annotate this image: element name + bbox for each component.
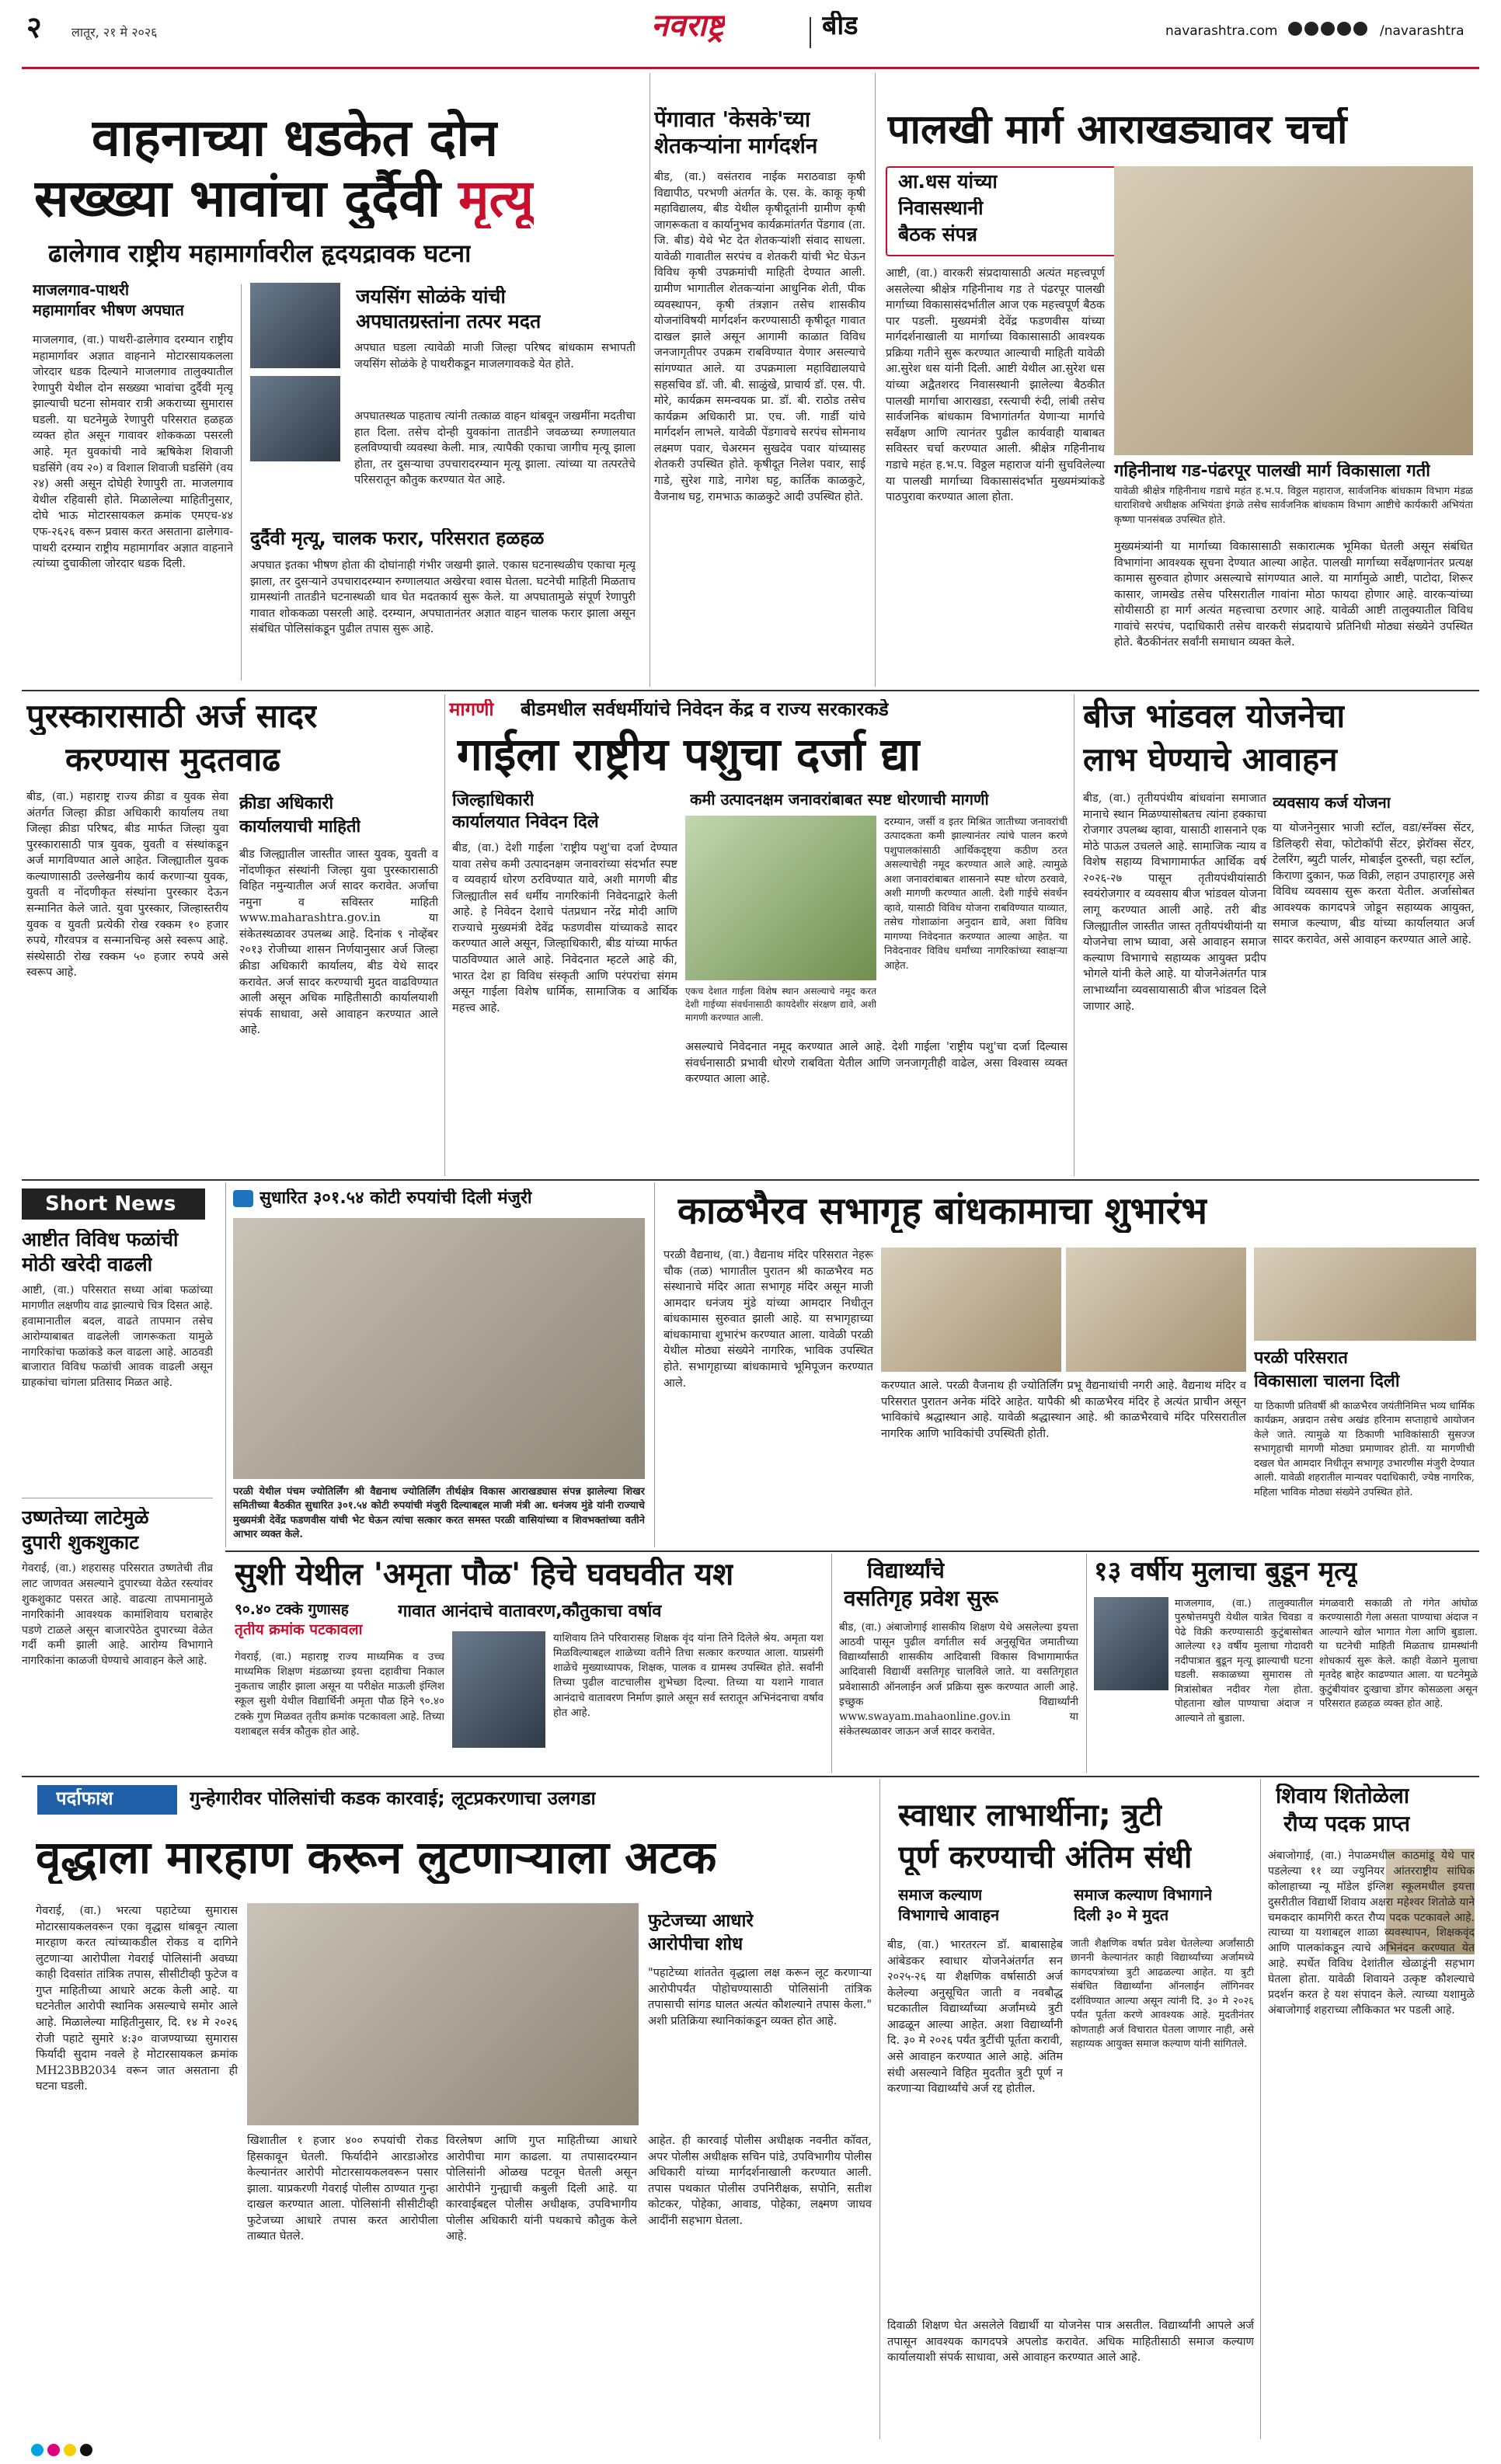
camera-icon	[233, 1190, 253, 1207]
column-rule	[1260, 1779, 1261, 2439]
story-body: गेवराई, (वा.) महाराष्ट्र राज्य माध्यमिक व उच्च माध्यमिक शिक्षण मंडळाच्या इयत्ता दहावीचा निकाल नुकताच जाहीर झाला असून या परीक्षेत माऊली इंग्लिश स्कूल सुशी येथील विद्यार्थिनी अमृता पौळ हिने ९०.४० टक्के गुण मिळवत तृतीय क्रमांक पटकावला आहे. तिच्या यशाबद्दल सर्वत्र कौतुक होत आहे.	[235, 1651, 444, 1738]
event-photo-1	[881, 1248, 1061, 1372]
tag: पर्दाफाश	[56, 1788, 113, 1809]
story-body: बीड, (वा.) अंबाजोगाई शासकीय शिक्षण येथे असलेल्या इयत्ता आठवी पासून पुढील वर्गातील सर्व अनुसूचित जमातीच्या विद्यार्थ्यांसाठी शासकीय आदिवासी विकास विभागामार्फत आदिवासी विद्यार्थी वसतिगृह चालविले जाते. या वसतिगृहात प्रवेशासाठी ऑनलाईन अर्ज प्रक्रिया सुरू करण्यात आली आहे. इच्छुक विद्यार्थ्यांनी www.swayam.mahaonline.gov.in या संकेतस्थळावर जाऊन अर्ज सादर करावेत.	[839, 1621, 1078, 1738]
photo-caption: यावेळी श्रीक्षेत्र गहिनीनाथ गडाचे महंत ह.भ.प. विठ्ठल महाराज, सार्वजनिक बांधकाम विभाग मंडळ धाराशिवचे अधीक्षक अभियंता इंगळे तसेच सार्वजनिक बांधकाम विभाग आष्टीचे कार्यकारी अभियंता कृष्णा पानसंबळ उपस्थित होते.	[1114, 485, 1473, 526]
story-body-2: जाती शैक्षणिक वर्षात प्रवेश घेतलेल्या अर्जांसाठी छाननी केल्यानंतर काही विद्यार्थ्यांच्या अर्जामध्ये कागदपत्रांच्या त्रुटी आढळल्या आहेत. या त्रुटी संबंधित विद्यार्थ्यांना ऑनलाईन लॉगिनवर दर्शविण्यात आल्या असून त्यांनी दि. ३० मे २०२६ पर्यंत पूर्तता करणे आवश्यक आहे. मुदतीनंतर कोणताही अर्ज विचारात घेतला जाणार नाही, असे सहाय्यक आयुक्त समाज कल्याण यांनी सांगितले.	[1071, 1938, 1254, 2051]
headline-line2	[34, 169, 534, 228]
meeting-photo	[1114, 166, 1473, 455]
masthead-logo[interactable]: नवराष्ट्र	[651, 8, 725, 44]
column-rule	[225, 1182, 226, 1547]
facebook-icon[interactable]	[1288, 22, 1302, 36]
sub-right: गावात आनंदाचे वातावरण,कौतुकाचा वर्षाव	[398, 1602, 662, 1621]
story-body-3: असल्याचे निवेदनात नमूद करण्यात आले आहे. देशी गाईला 'राष्ट्रीय पशु'चा दर्जा दिल्यास संवर्धनासाठी प्रभावी धोरणे राबविता येतील आणि जनजागृतीही वाढेल, असा विश्वास व्यक्त करण्यात आला आहे.	[685, 1041, 1067, 1086]
linkedin-icon[interactable]	[1353, 22, 1367, 36]
cow-photo	[685, 816, 876, 980]
section-rule	[225, 1550, 1479, 1552]
story-swadhar	[884, 1779, 1257, 2439]
story-amruta	[230, 1554, 828, 1773]
victim-photo-1	[250, 283, 340, 368]
sub-left-line2: विभागाचे आवाहन	[898, 1906, 1000, 1924]
website[interactable]: navarashtra.com	[1165, 23, 1278, 39]
item1-body: आष्टी, (वा.) परिसरात सध्या आंबा फळांच्या मागणीत लक्षणीय वाढ झाल्याचे चित्र दिसत आहे. हवामानातील बदल, वाढते तापमान तसेच आरोग्याबाबत वाढलेली जागरूकता यामुळे नागरिकांचा फळांकडे कल वाढला आहे. आठवडी बाजारात विविध फळांची आवक वाढली असून ग्राहकांचा चांगला प्रतिसाद मिळत आहे.	[22, 1284, 213, 1390]
story-body: बीड, (वा.) देशी गाईला 'राष्ट्रीय पशु'चा दर्जा देण्यात यावा तसेच कमी उत्पादनक्षम जनावरांच्या संदर्भात स्पष्ट व व्यवहार्य धोरण ठरविण्यात यावे, अशी मागणी बीड जिल्ह्यातील सर्व धर्मीय नागरिकांनी निवेदनाद्वारे केली आहे. हे निवेदन देशाचे पंतप्रधान नरेंद्र मोदी आणि राज्याचे मुख्यमंत्री देवेंद्र फडणवीस यांच्याकडे सादर करण्यात आले असून, जिल्हाधिकारी, बीड यांच्या मार्फत पाठविण्यात आले आहे. निवेदनात म्हटले आहे की, भारत देश हा विविध संस्कृती आणि परंपरांचा संगम असून गाईला विशेष धार्मिक, सामाजिक व आर्थिक महत्त्व आहे.	[452, 842, 677, 1014]
kicker: बीडमधील सर्वधर्मीयांचे निवेदन केंद्र व राज्य सरकारकडे	[521, 699, 889, 720]
headline-line1: पेंगावात 'केसके'च्या	[654, 107, 811, 132]
yellow-dot	[64, 2444, 76, 2456]
arrest-photo	[247, 1903, 639, 2125]
headline-line1: वाहनाच्या धडकेत दोन	[92, 109, 499, 168]
story-body: माजलगाव, (वा.) तालुक्यातील पुरुषोत्तमपुरी येथील यात्रेत चिवडा व पेढे विक्री करण्यासाठी कुटुंबासोबत आलेल्या १३ वर्षीय मुलाचा गोदावरी नदीपात्रात बुडून मृत्यू झाल्याची घटना घडली. सकाळच्या सुमारास तो मित्रांसोबत नदीवर गेला होता. पोहताना खोल पाण्याचा अंदाज न आल्याने तो बुडाला.	[1175, 1598, 1313, 1724]
page-number: २	[26, 11, 42, 44]
headline-line2: वसतिगृह प्रवेश सुरू	[844, 1586, 999, 1611]
headline-highlight: मृत्यू	[458, 169, 534, 228]
story-drowning	[1091, 1554, 1479, 1773]
box: व्यवसाय कर्ज योजना	[1273, 794, 1391, 812]
story-robbery	[22, 1779, 876, 2439]
event-photo-3	[1254, 1248, 1476, 1341]
magenta-dot	[47, 2444, 60, 2456]
kicker-line1: माजलगाव-पाथरी	[33, 281, 130, 299]
story-body-2: करण्यात आले. परळी वैजनाथ ही ज्योतिर्लिंग प्रभू वैद्यनाथांची नगरी आहे. वैद्यनाथ मंदिर व परिसरात पुरातन अनेक मंदिरे आहेत. यापैकी श्री काळभैरव मंदिर हे अत्यंत प्राचीन असून भाविकांचे श्रद्धास्थान आहे. यावेळी श्रद्धास्थान आहे. श्री काळभैरवाचे मंदिर परिसरातील नागरिक आणि भाविकांची उपस्थिती होती.	[881, 1380, 1246, 1440]
headline: वृद्धाला मारहाण करून लुटणाऱ्याला अटक	[36, 1832, 717, 1884]
event-photo-2	[1066, 1248, 1246, 1372]
instagram-icon[interactable]	[1321, 22, 1335, 36]
masthead-rule	[22, 67, 1479, 69]
headline-line1: बीज भांडवल योजनेचा	[1083, 698, 1346, 735]
story-body-3: दिवाळी शिक्षण घेत असलेले विद्यार्थी या योजनेस पात्र असतील. विद्यार्थ्यांनी आपले अर्ज तपासून आवश्यक कागदपत्रे अपलोड करावेत. अधिक माहितीसाठी समाज कल्याण कार्यालयाशी संपर्क साधावा, असे आवाहन करण्यात आले आहे.	[887, 2320, 1254, 2365]
box-line1: जिल्हाधिकारी	[452, 791, 535, 810]
headline-line2: पूर्ण करण्याची अंतिम संधी	[898, 1839, 1193, 1875]
sub-left-line1: समाज कल्याण	[898, 1886, 983, 1904]
sub-title: दुर्दैवी मृत्यू, चालक फरार, परिसरात हळहळ	[250, 528, 545, 549]
headline-line1: स्वाधार लाभार्थीना; त्रुटी	[898, 1798, 1163, 1833]
photo-caption: परळी येथील पंचम ज्योतिर्लिंग श्री वैद्यनाथ ज्योतिर्लिंग तीर्थक्षेत्र विकास आराखड्यास संपन्न झालेल्या शिखर समितीच्या बैठकीत सुधारित ३०१.५४ कोटी रुपयांची मंजुरी दिल्याबद्दल माजी मंत्री आ. धनंजय मुंडे यांनी राज्याचे मुख्यमंत्री देवेंद्र फडणवीस यांची भेट घेऊन त्यांचा सत्कार करत समस्त परळी वासियांच्या व शिवभक्तांच्या वतीने आभार व्यक्त केले.	[233, 1486, 645, 1541]
photo-caption: एकच देशात गाईला विशेष स्थान असल्याचे नमूद करत देशी गाईच्या संवर्धनासाठी कायदेशीर संरक्षण द्यावे, अशी मागणी करण्यात आली.	[685, 986, 876, 1024]
headline-line2-text: सख्ख्या भावांचा दुर्दैवी	[34, 169, 441, 228]
headline: गाईला राष्ट्रीय पशुचा दर्जा द्या	[457, 729, 921, 781]
page-date: लातूर, २१ मे २०२६	[71, 25, 158, 40]
box-line1: क्रीडा अधिकारी	[239, 794, 334, 813]
headline-line2: रौप्य पदक प्राप्त	[1283, 1811, 1410, 1836]
story-body: बीड, (वा.) भारतरत्न डॉ. बाबासाहेब आंबेडकर स्वाधार योजनेअंतर्गत सन २०२५-२६ या शैक्षणिक वर्षासाठी अर्ज केलेल्या अनुसूचित जाती व नवबौद्ध घटकातील विद्यार्थ्यांच्या अर्जांमध्ये त्रुटी आढळून आल्या आहेत. अशा विद्यार्थ्यांनी दि. ३० मे २०२६ पर्यंत त्रुटींची पूर्तता करावी, असे आवाहन करण्यात आले आहे. अंतिम संधी असल्याने विहित मुदतीत त्रुटी पूर्ण न करणाऱ्या विद्यार्थ्यांचे अर्ज रद्द होतील.	[887, 1939, 1063, 2096]
felicitation-photo	[233, 1218, 645, 1479]
right-title-line1: परळी परिसरात	[1254, 1349, 1348, 1368]
headline: सुशी येथील 'अमृता पौळ' हिचे घवघवीत यश	[235, 1557, 734, 1592]
headline-line1: शिवाय शितोळेला	[1276, 1784, 1410, 1808]
cyan-dot	[31, 2444, 44, 2456]
social-icons[interactable]	[1288, 22, 1375, 39]
story-body-4: आहेत. ही कारवाई पोलीस अधीक्षक नवनीत कॉवत, अपर पोलीस अधीक्षक सचिन पांडे, उपविभागीय पोलीस अधिकारी यांच्या मार्गदर्शनाखाली करण्यात आली. तपास पथकात पोलीस उपनिरीक्षक, सपोनि, सतीश कोटकर, पोहेका, आवाड, पोहेका, लक्ष्मण जाधव आदींनी सहभाग घेतला.	[648, 2135, 872, 2227]
social-handle[interactable]: /navarashtra	[1380, 23, 1464, 39]
x-icon[interactable]	[1304, 22, 1318, 36]
box-line2: कार्यालयात निवेदन दिले	[452, 813, 599, 832]
sub-right: कमी उत्पादनक्षम जनावरांबाबत स्पष्ट धोरणाची मागणी	[690, 791, 989, 809]
box-line3: बैठक संपन्न	[898, 224, 978, 245]
right-title-line2: विकासाला चालना दिली	[1254, 1372, 1400, 1391]
column-rule	[831, 1554, 832, 1773]
headline-line2: लाभ घेण्याचे आवाहन	[1083, 741, 1338, 778]
story-approval	[230, 1182, 650, 1547]
sub-right-line1: समाज कल्याण विभागाने	[1074, 1886, 1213, 1904]
story-hostel	[836, 1554, 1083, 1773]
headline: सुधारित ३०१.५४ कोटी रुपयांची दिली मंजुरी	[259, 1188, 532, 1208]
section-rule	[22, 1776, 1479, 1777]
logo-divider	[810, 17, 811, 48]
story-cow	[449, 694, 1071, 1176]
story-agri	[654, 73, 872, 687]
headline: पालखी मार्ग आराखड्यावर चर्चा	[887, 107, 1348, 153]
sub2: तृतीय क्रमांक पटकावला	[235, 1622, 363, 1638]
box-body-2: अपघातस्थळ पाहताच त्यांनी तत्काळ वाहन थांबवून जखमींना मदतीचा हात दिला. तसेच दोन्ही युवकांना तातडीने जवळच्या रुग्णालयात हलविण्याची व्यवस्था केली. मात्र, त्यापैकी एकाचा जागीच मृत्यू झाला होता, तर दुसऱ्याचा उपचारादरम्यान मृत्यू झाला. त्यांच्या या तत्परतेचे परिसरातून कौतुक करण्यात येत आहे.	[354, 410, 636, 487]
box-title-line2: अपघातग्रस्तांना तत्पर मदत	[356, 311, 542, 332]
headline-line1: पुरस्कारासाठी अर्ज सादर	[26, 698, 318, 735]
story-accident	[22, 73, 643, 687]
box-line2: कार्यालयाची माहिती	[239, 817, 361, 837]
headline-line2: करण्यास मुदतवाढ	[65, 741, 280, 778]
box-line1: आ.धस यांच्या	[898, 171, 998, 193]
story-body-2: याशिवाय तिने परिवारासह शिक्षक वृंद यांना तिने दिलेले श्रेय. अमृता यश मिळविल्याबद्दल शाळेच्या वतीने तिचा सत्कार करण्यात आला. याप्रसंगी शाळेचे मुख्याध्यापक, शिक्षक, पालक व ग्रामस्थ उपस्थित होते. सर्वांनी तिच्या पुढील वाटचालीस शुभेच्छा दिल्या. तिच्या या यशाने गावात आनंदाचे वातावरण निर्माण झाले असून सर्व स्तरातून अभिनंदनाचा वर्षाव होत आहे.	[553, 1632, 824, 1719]
item1-title-line1: आष्टीत विविध फळांची	[22, 1229, 179, 1251]
story-body: बीड, (वा.) वसंतराव नाईक मराठवाडा कृषी विद्यापीठ, परभणी अंतर्गत के. एस. के. काकू कृषी महाविद्यालय, बीड येथील कृषीदूतांनी ग्रामीण कृषी जागरूकता व कार्यानुभव कार्यक्रमांतर्गत पेंडगाव (ता. जि. बीड) येथे भेट देत शेतकऱ्यांशी संवाद साधला. यावेळी गावातील सरपंच व शेतकरी यांची भेट घेऊन विविध कृषी उपक्रमांची माहिती देण्यात आली. ग्रामीण भागातील शेतकऱ्यांना आधुनिक शेती, पीक व्यवस्थापन, कृषी तंत्रज्ञान तसेच शासकीय योजनांविषयी मार्गदर्शन करण्यासाठी कृषीदूत गावात दाखल झाले असून आगामी काळात विविध जनजागृतीपर उपक्रम राबविण्यात येणार असल्याचे सांगण्यात आले. या उपक्रमाला महाविद्यालयाचे सहसचिव डॉ. जी. बी. साळुंखे, प्राचार्य डॉ. एस. पी. मोरे, कार्यक्रम समन्वयक प्रा. डॉ. बी. राठोड तसेच कार्यक्रम अधिकारी प्रा. एच. जी. गार्डी यांचे मार्गदर्शन लाभले. यावेळी पेंडगावचे सरपंच सोमनाथ लक्ष्मण पवार, चेअरमन सुखदेव पवार यांच्यासह शेतकरी उपस्थित होते. कृषीदूत निलेश पवार, साई गाडे, सुरेश गाडे, नागेश घट्ट, कार्तिक काळकुटे, वैजनाथ घट्ट, रामभाऊ काळकुटे आदी उपस्थित होते.	[654, 171, 865, 503]
student-photo	[452, 1631, 545, 1748]
story-body: परळी वैद्यनाथ, (वा.) वैद्यनाथ मंदिर परिसरात नेहरू चौक (तळ) भागातील पुरातन श्री काळभैरव मठ संस्थानाचे मंदिर आता सभागृह मंदिर असून माजी आमदार धनंजय मुंडे यांच्या आमदार निधीतून बांधकामास सुरुवात झाली आहे. या सभागृहाच्या बांधकामाचा शुभारंभ करण्यात आला. यावेळी परळी येथील मोठ्या संख्येने नागरिक, भाविक उपस्थित होते. सभागृहाच्या बांधकामाचे भूमिपूजन करण्यात आले.	[663, 1249, 873, 1390]
column-rule	[241, 284, 242, 680]
story-body-2: खिशातील १ हजार ४०० रुपयांची रोकड हिसकावून घेतली. फिर्यादीने आरडाओरड केल्यानंतर आरोपी मोटारसायकलवरून पसार झाला. याप्रकरणी गेवराई पोलीस ठाण्यात गुन्हा दाखल करण्यात आला. पोलिसांनी सीसीटीव्ही फुटेजच्या आधारे तपास करत आरोपीला ताब्यात घेतले.	[247, 2135, 438, 2243]
box-body-1: अपघात घडला त्यावेळी माजी जिल्हा परिषद बांधकाम सभापती जयसिंग सोळंके हे पाथरीकडून माजलगावकडे येत होते.	[354, 342, 636, 371]
photo-caption-title: गहिनीनाथ गड-पंढरपूर पालखी मार्ग विकासाला गती	[1114, 461, 1430, 481]
youtube-icon[interactable]	[1337, 22, 1351, 36]
column-rule	[444, 694, 445, 1176]
black-dot	[80, 2444, 92, 2456]
story-body-2: मुख्यमंत्र्यांनी या मार्गाच्या विकासासाठी सकारात्मक भूमिका घेतली असून संबंधित विभागांना आवश्यक सूचना देण्यात आल्या आहेत. पालखी मार्गाच्या सर्वेक्षणानंतर प्रत्यक्ष कामास सुरुवात होणार असल्याचे सांगण्यात आले. या मार्गामुळे आष्टी, पाटोदा, शिरूर कासार, जामखेड तसेच परिसरातील गावांना मोठा फायदा होणार आहे. वारकऱ्यांच्या सोयीसाठी हा मार्ग अत्यंत महत्त्वाचा ठरणार आहे. यावेळी आष्टी तालुक्यातील विविध गावांचे सरपंच, पदाधिकारी तसेच वारकरी संप्रदायाचे प्रतिनिधी मोठ्या संख्येने उपस्थित होते. बैठकीनंतर सर्वांनी समाधान व्यक्त केले.	[1114, 541, 1473, 649]
story-body: बीड, (वा.) तृतीयपंथीय बांधवांना समाजात मानाचे स्थान मिळण्यासोबतच त्यांना हक्काचा रोजगार उपलब्ध व्हावा, यासाठी शासनाने एक मोठे पाऊल उचलले आहे. सामाजिक न्याय व विशेष सहाय्य विभागामार्फत आर्थिक वर्ष २०२६-२७ पासून तृतीयपंथीयांसाठी स्वयंरोजगार व व्यवसाय बीज भांडवल योजना लागू करण्यात आली आहे. तरी बीड जिल्ह्यातील जास्तीत जास्त तृतीयपंथीयांनी या योजनेचा लाभ घ्यावा, असे आवाहन समाज कल्याण विभागाचे सहाय्यक आयुक्त प्रदीप भोगले यांनी केले आहे. या योजनेअंतर्गत पात्र लाभार्थ्यांना व्यवसायासाठी बीज भांडवल दिले जाणार आहे.	[1083, 792, 1266, 1013]
column-rule	[875, 73, 876, 687]
story-body: अंबाजोगाई, (वा.) नेपाळमधील काठमांडू येथे पार पडलेल्या ११ व्या ज्युनियर आंतरराष्ट्रीय सांघिक कोलाहाच्या न्यू मॉडेल इंग्लिश स्कूलमधील इयत्ता दुसरीतील विद्यार्थी शिवाय अक्षरा महेश्वर शितोळे याने चमकदार कामगिरी करत रौप्य पदक पटकावले आहे. त्याच्या या यशाबद्दल शाळा व्यवस्थापन, शिक्षकवृंद आणि पालकांकडून त्याचे अभिनंदन करण्यात येत आहे. स्पर्धेत विविध देशांतील खेळाडूंनी सहभाग घेतला होता. यावेळी शिवायने उत्कृष्ट कौशल्याचे प्रदर्शन करत हे यश संपादन केले. त्याच्या यशामुळे अंबाजोगाई शहराच्या लौकिकात भर पडली आहे.	[1268, 1850, 1475, 2017]
victim-photo-2	[250, 376, 340, 461]
item2-title-line2: दुपारी शुकशुकाट	[22, 1532, 139, 1554]
boy-photo	[1094, 1597, 1168, 1690]
column-rule	[654, 1182, 655, 1547]
story-kalbhairav	[659, 1182, 1479, 1547]
story-body: बीड, (वा.) महाराष्ट्र राज्य क्रीडा व युवक सेवा अंतर्गत जिल्हा क्रीडा अधिकारी कार्यालय तथा जिल्हा क्रीडा परिषद, बीड मार्फत जिल्हा युवा पुरस्कारासाठी पात्र युवक, युवती व संस्थांकडून अर्ज मागविण्यात आले आहेत. जिल्ह्यातील युवक कल्याणासाठी उल्लेखनीय कार्य करणाऱ्या युवक, युवती व नोंदणीकृत संस्थांना पुरस्कार देऊन सन्मानित केले जाते. युवा पुरस्कार, जिल्हास्तरीय युवक व युवती प्रत्येकी रोख रक्कम १० हजार रुपये, गौरवपत्र व सन्मानचिन्ह असे स्वरूप आहे. संस्थेसाठी रोख रक्कम ५० हजार रुपये असे स्वरूप आहे.	[26, 791, 228, 980]
tag: मागणी	[449, 699, 494, 720]
box-body: "पहाटेच्या शांततेत वृद्धाला लक्ष करून लूट करणाऱ्या आरोपीपर्यंत पोहोचण्यासाठी पोलिसांनी तांत्रिक तपासाची सांगड घालत अत्यंत कौशल्याने तपास केला." अशी प्रतिक्रिया स्थानिकांकडून व्यक्त होत आहे.	[648, 1967, 872, 2027]
story-seed-capital	[1078, 694, 1479, 1176]
kicker-line2: महामार्गावर भीषण अपघात	[33, 301, 184, 319]
sub-right-line2: दिली ३० मे मुदत	[1074, 1906, 1169, 1924]
item2-title-line1: उष्णतेच्या लाटेमुळे	[22, 1507, 149, 1529]
sub-body: अपघात इतका भीषण होता की दोघांनाही गंभीर जखमी झाले. एकास घटनास्थळीच एकाचा मृत्यू झाला, तर दुसऱ्याने उपचारादरम्यान रुग्णालयात अखेरचा श्वास घेतला. घटनेची माहिती मिळताच ग्रामस्थांनी तातडीने घटनास्थळी धाव घेत मदतकार्य सुरू केले. या अपघातामुळे संपूर्ण रेणापुरी गावात शोककळा पसरली आहे. दरम्यान, अपघातानंतर अज्ञात वाहन चालक फरार झाला असून संबंधित पोलिसांकडून पुढील तपास सुरू आहे.	[250, 559, 636, 636]
story-body: गेवराई, (वा.) भरत्या पहाटेच्या सुमारास मोटारसायकलवरून एका वृद्धास थांबवून त्याला मारहाण करत त्यांच्याकडील रोकड व दागिने लुटणाऱ्या आरोपीला गेवराई पोलिसांनी अवघ्या काही दिवसांत तांत्रिक तपास, सीसीटीव्ही फुटेज व गुप्त माहितीच्या आधारे अटक केली आहे. या घटनेतील आरोपी स्थानिक असल्याचे समोर आले आहे. मिळालेल्या माहितीनुसार, दि. १४ मे २०२६ रोजी पहाटे सुमारे ४:३० वाजण्याच्या सुमारास फिर्यादी सुदाम नवले हे मोटारसायकल क्रमांक MH23BB2034 वरून जात असताना ही घटना घडली.	[36, 1905, 238, 2093]
story-award	[22, 694, 441, 1176]
section-rule	[22, 690, 1479, 691]
subhead: ढालेगाव राष्ट्रीय महामार्गावरील हृदयद्रावक घटना	[48, 239, 472, 268]
story-body-2: दरम्यान, जर्सी व इतर मिश्रित जातीच्या जनावरांची उत्पादकता कमी झाल्यानंतर त्यांचे पालन करणे पशुपालकांसाठी आर्थिकदृष्ट्या कठीण ठरत असल्याचेही नमूद करण्यात आले आहे. त्यामुळे अशा जनावरांबाबत शासनाने स्पष्ट धोरण ठरवावे, अशी मागणी करण्यात आली. देशी गाईचे संवर्धन व्हावे, यासाठी विविध योजना राबविण्यात याव्यात, तसेच गोशाळांना अनुदान द्यावे, अशा विविध मागण्या निवेदनात करण्यात आल्या आहेत. या निवेदनावर विविध धर्मांच्या नागरिकांच्या स्वाक्षऱ्या आहेत.	[884, 816, 1067, 972]
story-body-2: मंगळवारी सकाळी तो गंगेत आंघोळ करण्यासाठी गेला असता पाण्याचा अंदाज न आल्याने खोल भागात गेला आणि बुडाला. या घटनेची माहिती मिळताच ग्रामस्थांनी शोधकार्य सुरू केले. काही वेळाने मुलाचा मृतदेह बाहेर काढण्यात आला. या घटनेमुळे कुटुंबीयांवर दुःखाचा डोंगर कोसळला असून परिसरात हळहळ व्यक्त होत आहे.	[1319, 1598, 1478, 1711]
edition-name: बीड	[822, 11, 858, 41]
story-body: माजलगाव, (वा.) पाथरी-ढालेगाव दरम्यान राष्ट्रीय महामार्गावर अज्ञात वाहनाने मोटारसायकलला जोरदार धडक दिल्याने माजलगाव तालुक्यातील रेणापुरी येथील दोन सख्ख्या भावांचा दुर्दैवी मृत्यू झाल्याची घटना सोमवार रात्री अकराच्या सुमारास घडली. या घटनेमुळे रेणापुरी परिसरात हळहळ व्यक्त होत असून गावावर शोककळा पसरली आहे. मृत युवकांची नावे ऋषिकेश शिवाजी घडसिंगे (वय २०) व विशाल शिवाजी घडसिंगे (वय २४) असी असून दोघेही रेणापुरी ता. माजलगाव येथील रहिवासी होते. मिळालेल्या माहितीनुसार, दोघे भाऊ मोटारसायकल क्रमांक एमएच-४४ एफ-२६२६ वरून प्रवास करत असताना ढालेगाव-पाथरी दरम्यान राष्ट्रीय महामार्गावर अज्ञात वाहनाने त्यांच्या दुचाकीला जोरदार धडक दिली.	[33, 334, 233, 571]
section-rule	[22, 1179, 1479, 1181]
headline-line2: शेतकऱ्यांना मार्गदर्शन	[654, 134, 818, 158]
short-news	[22, 1182, 221, 1773]
sub1: ९०.४० टक्के गुणासह	[235, 1602, 349, 1618]
kicker: गुन्हेगारीवर पोलिसांची कडक कारवाई; लूटप्रकरणाचा उलगडा	[190, 1788, 596, 1809]
column-rule	[879, 1779, 880, 2439]
box-line2: निवासस्थानी	[898, 197, 984, 219]
item1-title-line2: मोठी खरेदी वाढली	[22, 1254, 153, 1276]
masthead	[0, 0, 1501, 67]
registration-marks	[31, 2444, 1468, 2461]
story-shivay	[1265, 1779, 1479, 2439]
item2-body: गेवराई, (वा.) शहरासह परिसरात उष्णतेची तीव्र लाट जाणवत असल्याने दुपारच्या वेळेत रस्त्यांवर शुकशुकाट पसरत आहे. वाढत्या तापमानामुळे नागरिकांनी आवश्यक कामांशिवाय घराबाहेर पडणे टाळले असून बाजारपेठेत दुपारच्या वेळेत गर्दी कमी झाली आहे. आरोग्य विभागाने नागरिकांना काळजी घेण्याचे आवाहन केले आहे.	[22, 1562, 213, 1668]
box-line1: फुटेजच्या आधारे	[648, 1911, 754, 1931]
box-line2: आरोपीचा शोध	[648, 1934, 744, 1954]
headline: १३ वर्षीय मुलाचा बुडून मृत्यू	[1094, 1557, 1357, 1587]
short-news-label: Short News	[45, 1193, 176, 1216]
story-palkhi	[879, 73, 1479, 687]
story-body-2: या योजनेनुसार भाजी स्टॉल, वडा/स्नॅक्स सेंटर, डिलिव्हरी सेवा, फोटोकॉपी सेंटर, झेरॉक्स सेंटर, टेलरिंग, ब्युटी पार्लर, मोबाईल दुरुस्ती, चहा स्टॉल, किराणा दुकान, फळ विक्री, लहान उपाहारगृह असे विविध व्यवसाय सुरू करता येतील. अर्जासोबत आवश्यक कागदपत्रे जोडून सहाय्यक आयुक्त, समाज कल्याण, बीड यांच्या कार्यालयात अर्ज सादर करावेत, असे आवाहन करण्यात आले आहे.	[1273, 822, 1475, 947]
right-body: या ठिकाणी प्रतिवर्षी श्री काळभैरव जयंतीनिमित्त भव्य धार्मिक कार्यक्रम, अन्नदान तसेच अखंड हरिनाम सप्ताहाचे आयोजन केले जाते. त्यामुळे या ठिकाणी भाविकांसाठी सुसज्ज सभागृहाची मागणी मोठ्या प्रमाणावर होती. या मागणीची दखल घेत आमदार निधीतून सभागृह उभारणीस मंजुरी देण्यात आली. यावेळी शहरातील मान्यवर पदाधिकारी, ज्येष्ठ नागरिक, महिला भाविक मोठ्या संख्येने उपस्थित होते.	[1254, 1401, 1475, 1498]
headline-line1: विद्यार्थ्यांचे	[867, 1558, 945, 1583]
headline: काळभैरव सभागृह बांधकामाचा शुभारंभ	[677, 1190, 1208, 1233]
box-body: बीड जिल्ह्यातील जास्तीत जास्त युवक, युवती व नोंदणीकृत संस्थांनी जिल्हा युवा पुरस्कारासाठी विहित नमुन्यातील अर्ज सादर करावेत. अर्जाचा नमुना व सविस्तर माहिती www.maharashtra.gov.in या संकेतस्थळावर उपलब्ध आहे. दिनांक ९ नोव्हेंबर २०१३ रोजीच्या शासन निर्णयानुसार अर्ज जिल्हा क्रीडा अधिकारी कार्यालय, बीड येथे सादर करावेत. अर्ज सादर करण्याची मुदत वाढविण्यात आली असून अधिक माहितीसाठी कार्यालयाशी संपर्क साधावा, असे आवाहन करण्यात आले आहे.	[239, 848, 438, 1037]
box-title-line1: जयसिंग सोळंके यांची	[356, 286, 506, 308]
story-body: आष्टी, (वा.) वारकरी संप्रदायासाठी अत्यंत महत्त्वपूर्ण असलेल्या श्रीक्षेत्र गहिनीनाथ गड ते पंढरपूर पालखी मार्गाच्या विकासासंदर्भातील आज एक महत्त्वपूर्ण बैठक पार पडली. मुख्यमंत्री देवेंद्र फडणवीस यांच्या मार्गदर्शनाखाली या मार्गाच्या विकासासाठी आवश्यक प्रक्रिया गतीने सुरू करण्यात आल्याची माहिती यावेळी आ.सुरेश धस यांनी दिली. आष्टी येथील आ.सुरेश धस यांच्या अद्वैतशरद निवासस्थानी झालेल्या बैठकीत पालखी मार्गाचा आराखडा, रस्त्याची रुंदी, लांबी तसेच सार्वजनिक बांधकाम विभागांतर्गत येणाऱ्या मार्गाचे सर्वेक्षण आणि त्यानंतर पुढील कार्यवाही याबाबत सविस्तर चर्चा करण्यात आली. श्रीक्षेत्र गहिनीनाथ गडाचे महंत ह.भ.प. विठ्ठल महाराज यांनी सुचविलेल्या या पालखी मार्गाच्या विकासासंदर्भात मुख्यमंत्र्यांकडे पाठपुरावा करण्यात आला होता.	[886, 267, 1105, 504]
column-rule	[1086, 1554, 1087, 1773]
story-body-3: विरलेषण आणि गुप्त माहितीच्या आधारे आरोपीचा माग काढला. या तपासादरम्यान पोलिसांनी ओळख पटवून घेतली असून आरोपीने गुन्ह्याची कबुली दिली आहे. या कारवाईबद्दल पोलीस अधीक्षक, उपविभागीय पोलीस अधिकारी यांनी पथकाचे कौतुक केले आहे.	[446, 2135, 637, 2243]
